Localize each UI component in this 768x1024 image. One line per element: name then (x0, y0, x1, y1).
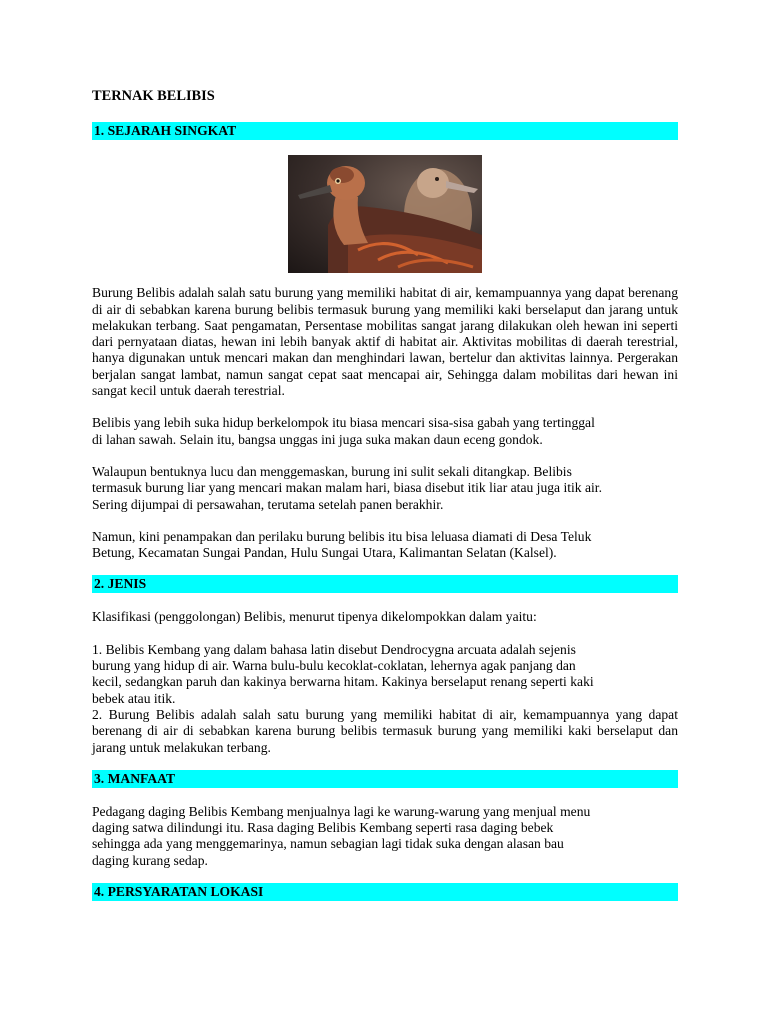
spacer (92, 448, 678, 464)
section-heading-sejarah: 1. SEJARAH SINGKAT (92, 122, 678, 140)
text-line: Belibis yang lebih suka hidup berkelompok itu biasa mencari sisa-sisa gabah yang tertinggal (92, 415, 595, 431)
text-line: Namun, kini penampakan dan perilaku burung belibis itu bisa leluasa diamati di Desa Teluk (92, 528, 592, 544)
section-heading-persyaratan-lokasi: 4. PERSYARATAN LOKASI (92, 883, 678, 901)
manfaat-paragraph (92, 804, 678, 869)
text-line: sehingga ada yang menggemarinya, namun sebagian lagi tidak suka dengan alasan bau (92, 836, 564, 852)
jenis-intro: Klasifikasi (penggolongan) Belibis, menurut tipenya dikelompokkan dalam yaitu: (92, 609, 537, 625)
document-title: TERNAK BELIBIS (92, 88, 215, 104)
text-line: daging kurang sedap. (92, 852, 208, 868)
text-line: bebek atau itik. (92, 690, 176, 706)
section-heading-manfaat: 3. MANFAAT (92, 770, 678, 788)
photo-wrapper (92, 155, 678, 273)
text-line: Pedagang daging Belibis Kembang menjualnya lagi ke warung-warung yang menjual menu (92, 803, 591, 819)
text-line: Sering dijumpai di persawahan, terutama setelah panen berakhir. (92, 496, 444, 512)
text-line: di lahan sawah. Selain itu, bangsa unggas ini juga suka makan daun eceng gondok. (92, 431, 543, 447)
sejarah-paragraph-1: Burung Belibis adalah salah satu burung yang memiliki habitat di air, kemampuannya yang dapat berenang di air di sebabkan karena burung belibis termasuk burung yang memiliki kaki berselaput dan jarang untuk melakukan terbang. Saat pengamatan, Persentase mobilitas sangat jarang dilakukan oleh hewan ini seperti dari pernyataan diatas, hewan ini lebih banyak aktif di habitat air. Aktivitas mobilitas di daerah terestrial, hanya digunakan untuk mencari makan dan menghindari lawan, bertelur dan aktivitas lainnya. Pergerakan berjalan sangat lambat, namun sangat cepat saat mencapai air, Sehingga dalam mobilitas dari hewan ini sangat kecil untuk daerah terestrial. (92, 285, 678, 399)
sejarah-paragraph-2 (92, 415, 678, 448)
spacer (92, 273, 678, 285)
text-line: burung yang hidup di air. Warna bulu-bulu kecoklat-coklatan, lehernya agak panjang dan (92, 658, 576, 674)
jenis-item-2: 2. Burung Belibis adalah salah satu burung yang memiliki habitat di air, kemampuannya yang dapat berenang di air di sebabkan karena burung belibis termasuk burung yang memiliki kaki berselaput dan jarang untuk melakukan terbang. (92, 706, 678, 755)
text-line: kecil, sedangkan paruh dan kakinya berwarna hitam. Kakinya berselaput renang seperti kaki (92, 674, 594, 690)
text-line: Walaupun bentuknya lucu dan menggemaskan, burung ini sulit sekali ditangkap. Belibis (92, 463, 572, 479)
text-line: termasuk burung liar yang mencari makan malam hari, biasa disebut itik liar atau juga itik air. (92, 480, 602, 496)
jenis-item-1 (92, 642, 678, 707)
spacer (92, 561, 678, 575)
spacer (92, 869, 678, 883)
text-line: 1. Belibis Kembang yang dalam bahasa latin disebut Dendrocygna arcuata adalah sejenis (92, 641, 576, 657)
spacer (92, 399, 678, 415)
spacer (92, 756, 678, 770)
spacer (92, 626, 678, 642)
document-content (92, 88, 678, 917)
text-line: Betung, Kecamatan Sungai Pandan, Hulu Sungai Utara, Kalimantan Selatan (Kalsel). (92, 545, 557, 561)
spacer (92, 513, 678, 529)
section-heading-jenis: 2. JENIS (92, 575, 678, 593)
belibis-photo (288, 155, 482, 273)
sejarah-paragraph-3 (92, 464, 678, 513)
text-line: daging satwa dilindungi itu. Rasa daging Belibis Kembang seperti rasa daging bebek (92, 820, 554, 836)
duck-illustration (288, 155, 482, 273)
sejarah-paragraph-4 (92, 529, 678, 562)
